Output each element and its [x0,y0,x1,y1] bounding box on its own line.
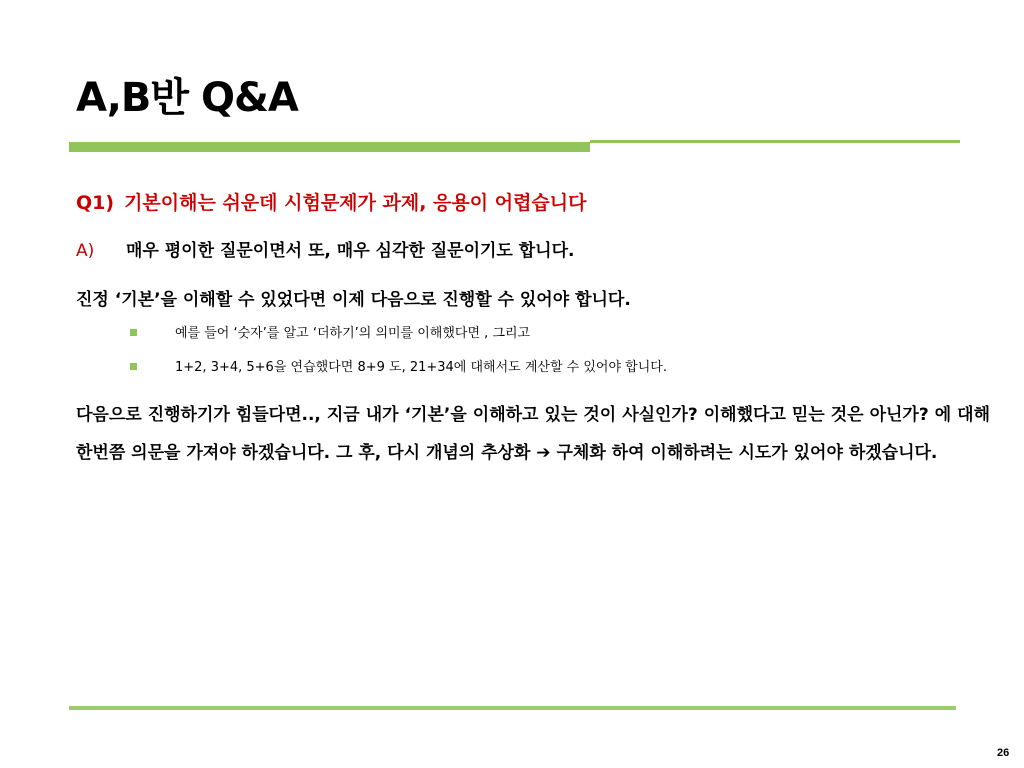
slide-title: A,B반 Q&A [76,75,298,121]
bullet-text: 예를 들어 ‘숫자’를 알고 ‘더하기’의 의미를 이해했다면 , 그리고 [175,326,531,341]
paragraph-2: 다음으로 진행하기가 힘들다면.., 지금 내가 ‘기본’을 이해하고 있는 것이 사실인가? 이해했다고 믿는 것은 아닌가? 에 대해 한번쯤 의문을 가져야 하겠습니다. 그 후, 다시 개념의 추상화 ➔ 구체화 하여 이해하려는 시도가 있어야 하겠습니다. [76,405,990,463]
list-item [130,321,667,355]
title-underline-thin [590,140,960,143]
title-underline-thick [69,142,590,152]
question-text: 기본이해는 쉬운데 시험문제가 과제, 응용이 어렵습니다 [124,192,587,214]
answer-line [76,236,574,261]
paragraph-1: 진정 ‘기본’을 이해할 수 있었다면 이제 다음으로 진행할 수 있어야 합니다. [76,290,631,310]
square-bullet-icon [130,363,137,370]
question-label: Q1) [76,192,115,214]
square-bullet-icon [130,329,137,336]
title-underline [69,139,960,152]
list-item [130,355,667,389]
bullet-list [130,321,667,389]
answer-label: A) [76,241,95,261]
question-line [76,188,587,215]
footer-rule [69,706,956,710]
page-number: 26 [997,747,1010,759]
answer-text: 매우 평이한 질문이면서 또, 매우 심각한 질문이기도 합니다. [126,241,575,261]
bullet-text: 1+2, 3+4, 5+6을 연습했다면 8+9 도, 21+34에 대해서도 계산할 수 있어야 합니다. [175,360,667,375]
